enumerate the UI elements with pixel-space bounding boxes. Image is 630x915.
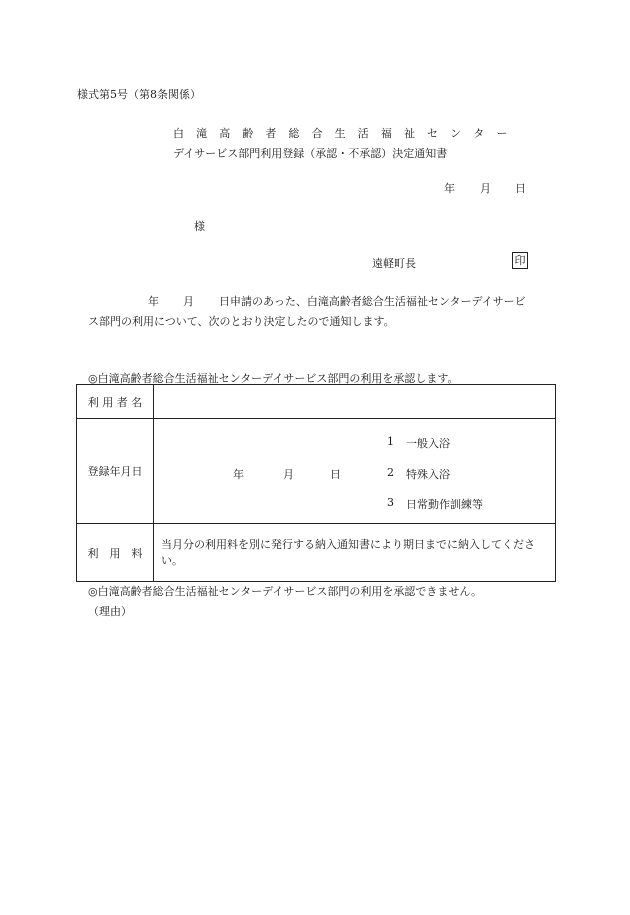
fee-description-cell [154,524,556,582]
approval-table [76,384,556,582]
reason-label: （理由） [88,605,132,618]
document-title-line1: 白 滝 高 齢 者 総 合 生 活 福 祉 セ ン タ ー [173,127,512,140]
fee-label: 利 用 料 [77,524,154,582]
table-row-registration [77,419,556,524]
addressee-honorific: 様 [194,220,205,233]
body-text-line2: ス部門の利用について、次のとおり決定したので通知します。 [88,315,395,328]
body-year: 年 [148,295,159,308]
approval-heading: ◎白滝高齢者総合生活福祉センターデイサービス部門の利用を承認します。 [88,372,459,385]
registration-date-label: 登録年月日 [77,419,154,524]
body-month: 月 [183,295,194,308]
date-day: 日 [515,182,526,195]
body-text-line1: 日申請のあった、白滝高齢者総合生活福祉センターデイサービ [219,295,526,308]
service-label: 一般入浴 [406,437,450,450]
user-name-label: 利 用 者 名 [77,385,154,419]
table-row-user [77,385,556,419]
registration-date-cell [154,419,556,524]
document-title-line2: デイサービス部門利用登録（承認・不承認）決定通知書 [173,147,448,160]
issuer-name: 遠軽町長 [372,257,416,270]
service-number: 3 [387,496,394,509]
form-number: 様式第5号（第8条関係） [77,88,201,101]
service-label: 特殊入浴 [406,468,450,481]
service-number: 2 [387,466,394,479]
fee-description: 当月分の利用料を別に発行する納入通知書により期日までに納入してください。 [161,537,535,567]
table-row-fee [77,524,556,582]
reg-year: 年 [233,468,244,481]
date-year: 年 [444,182,455,195]
user-name-value [154,385,556,419]
service-label: 日常動作訓練等 [406,498,483,511]
date-month: 月 [480,182,491,195]
seal-stamp: 印 [512,252,528,269]
rejection-heading: ◎白滝高齢者総合生活福祉センターデイサービス部門の利用を承認できません。 [88,585,483,598]
reg-month: 月 [283,468,294,481]
reg-day: 日 [330,468,341,481]
service-number: 1 [387,435,394,448]
